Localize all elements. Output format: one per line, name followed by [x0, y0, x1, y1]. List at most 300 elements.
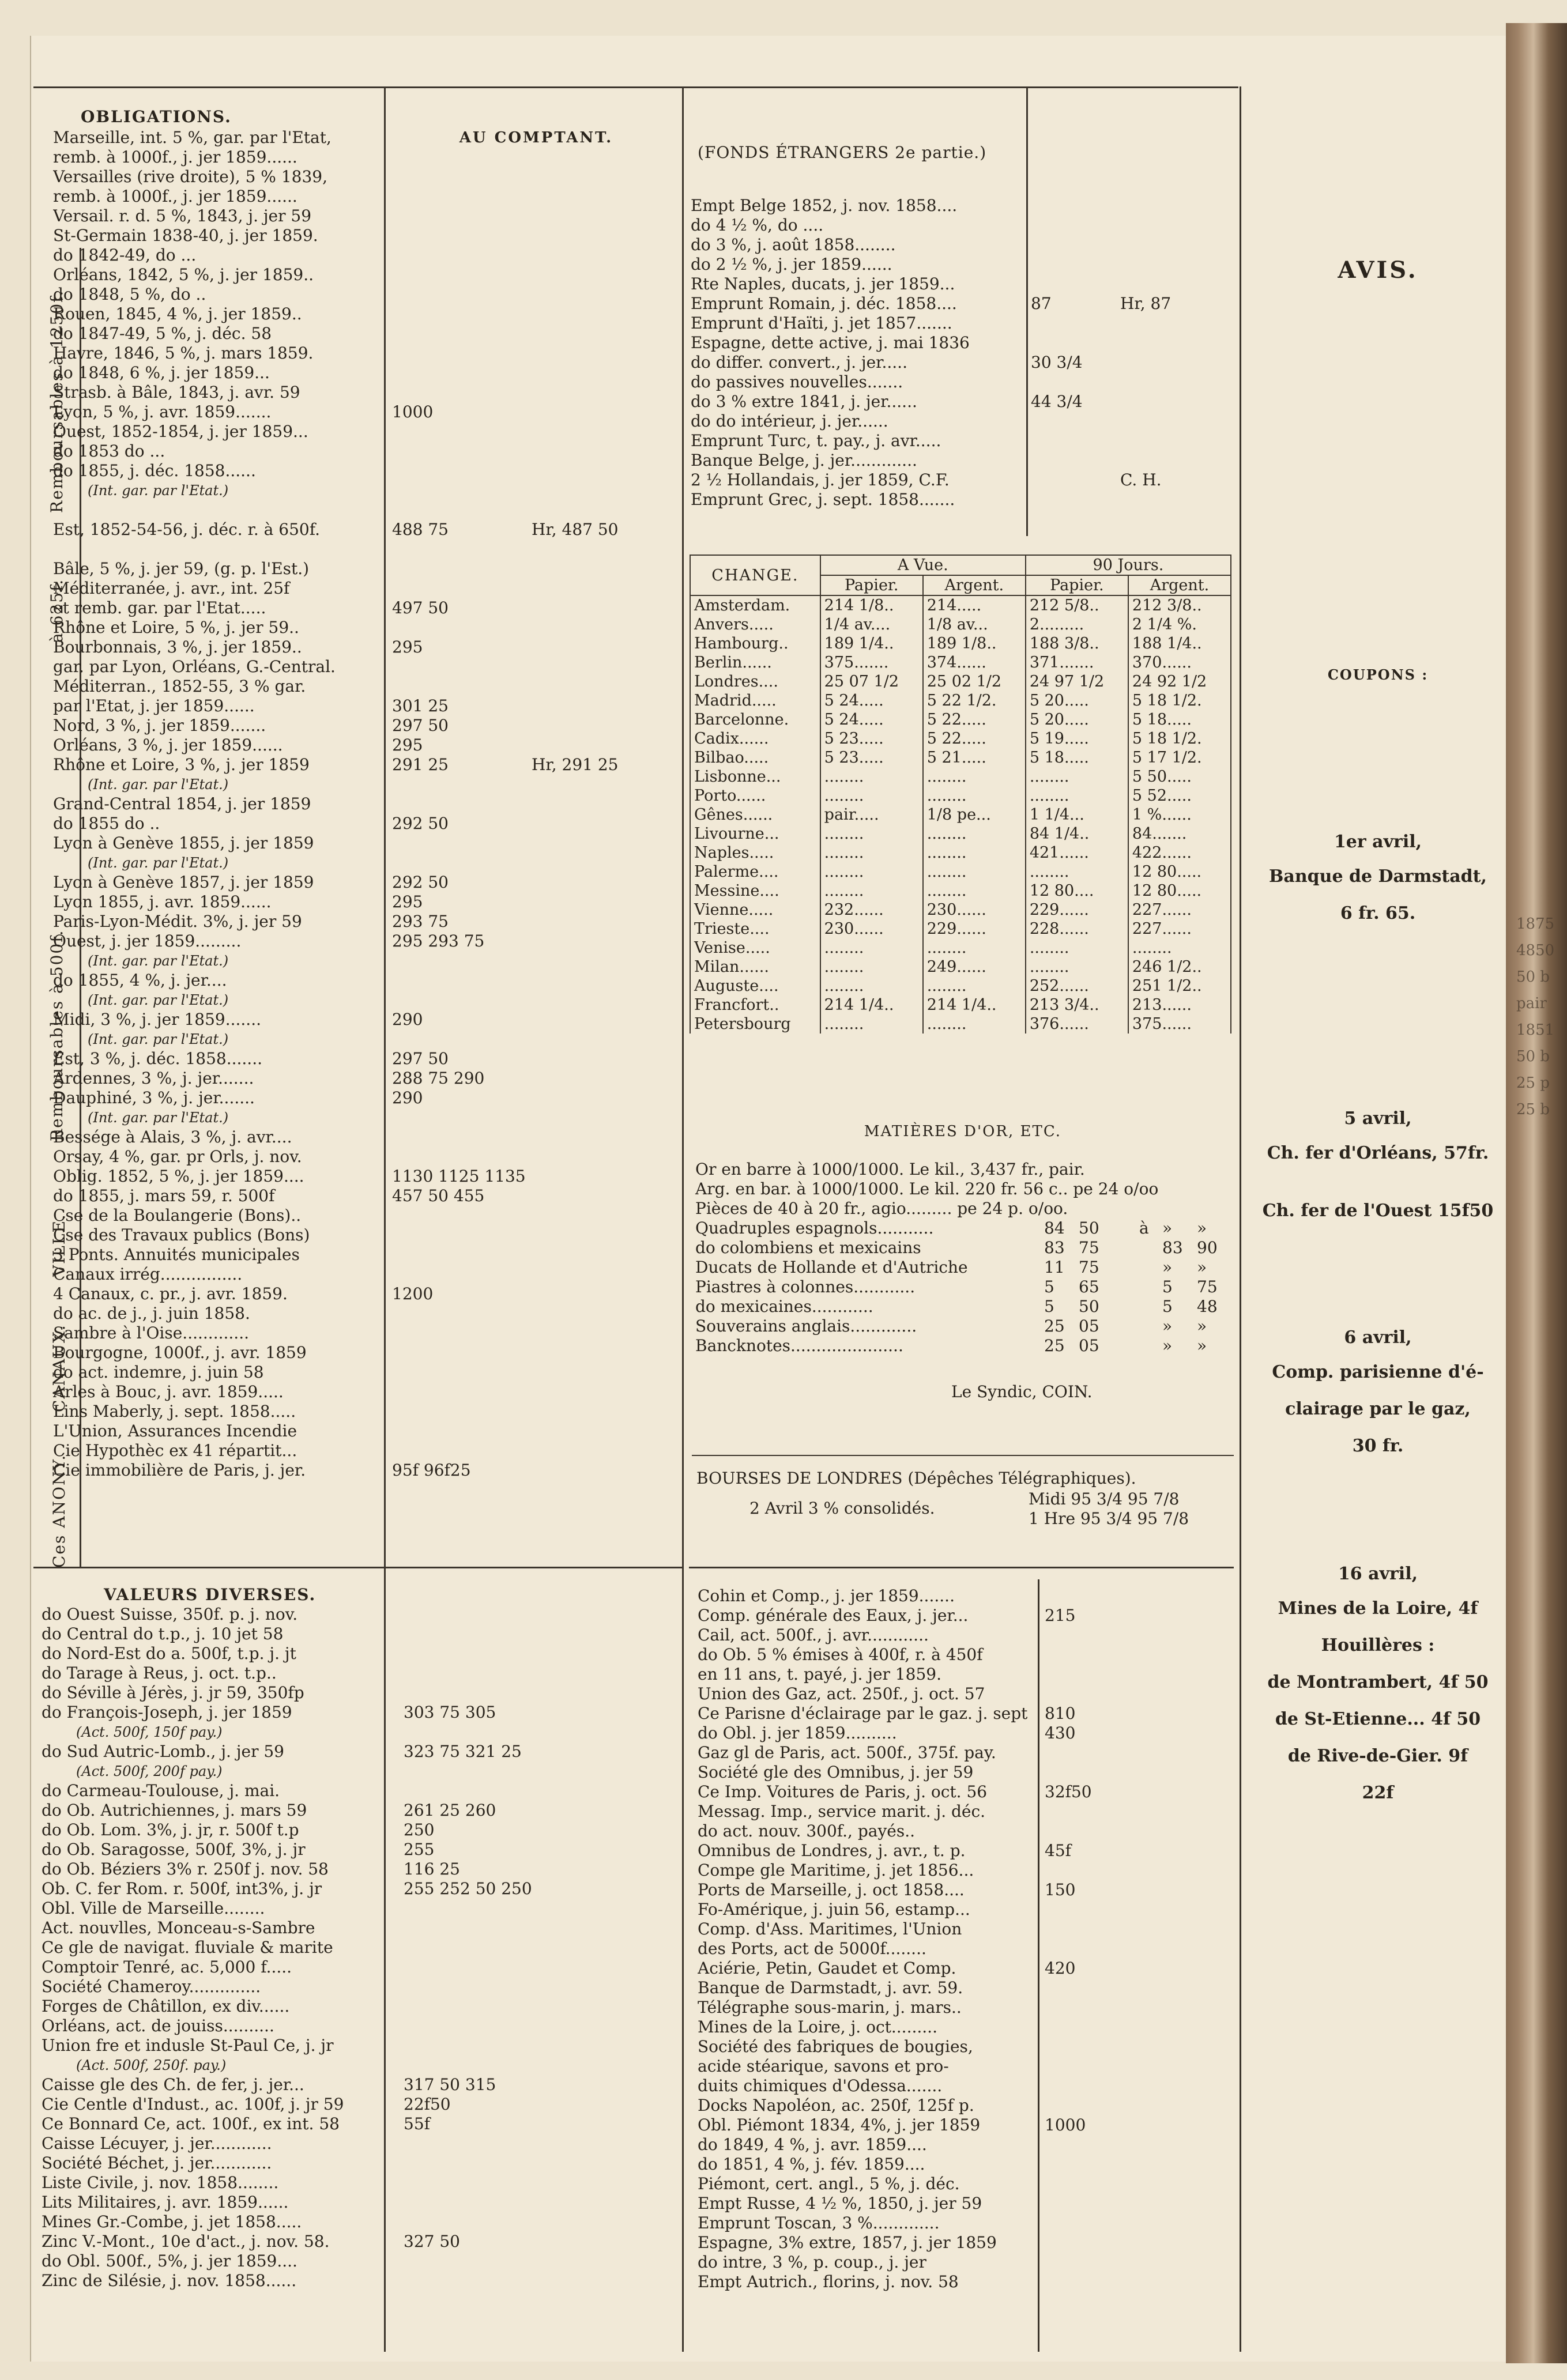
- quote-label: Comp. d'Ass. Maritimes, l'Union: [698, 1919, 962, 1938]
- side-label-canaux: CANAUX.: [50, 1324, 69, 1412]
- quote-label: do 1842-49, do ...: [53, 246, 197, 265]
- quote-label: Banque Belge, j. jer.............: [691, 451, 917, 470]
- quote-row: [691, 372, 1233, 392]
- coupon-date: 16 avril,: [1338, 1564, 1418, 1584]
- quote-label: Union des Gaz, act. 250f., j. oct. 57: [698, 1684, 985, 1703]
- valeurs-list: [42, 1605, 676, 2291]
- change-row: [690, 843, 1231, 862]
- change-rate: 1/4 av....: [820, 615, 923, 634]
- quote-label: (Int. gar. par l'Etat.): [88, 482, 229, 499]
- change-place: Milan......: [690, 957, 820, 976]
- change-rate: 188 3/8..: [1026, 634, 1128, 653]
- quote-label: do Central do t.p., j. 10 jet 58: [42, 1624, 284, 1643]
- quote-value: 261 25 260: [404, 1801, 496, 1820]
- change-rate: 232......: [820, 900, 923, 919]
- change-rate: 1/8 pe...: [923, 805, 1026, 824]
- quote-row: [53, 402, 676, 422]
- change-row: [690, 957, 1231, 976]
- coupon-line: de St-Etienne... 4f 50: [1275, 1709, 1481, 1729]
- quote-row: [698, 1586, 1240, 1606]
- quote-label: Lins Maberly, j. sept. 1858.....: [53, 1402, 296, 1421]
- quote-row: [698, 1625, 1240, 1645]
- metal-name: Quadruples espagnols...........: [695, 1219, 934, 1238]
- londres-date: 2 Avril 3 % consolidés.: [749, 1499, 935, 1518]
- quote-value: 297 50: [392, 716, 449, 735]
- quote-row: [53, 1010, 676, 1029]
- change-rate: ........: [923, 881, 1026, 900]
- quote-row: [691, 216, 1233, 235]
- metal-name: do colombiens et mexicains: [695, 1238, 921, 1257]
- change-label: CHANGE.: [690, 555, 820, 595]
- quote-value: 1000: [1045, 2115, 1086, 2134]
- matieres-line: Pièces de 40 à 20 fr., agio......... pe 24 p. o/oo.: [695, 1199, 1068, 1218]
- metal-name: Bancknotes......................: [695, 1336, 903, 1355]
- quote-label: do Ob. 5 % émises à 400f, r. à 450f: [698, 1645, 983, 1664]
- quote-row: [42, 1664, 676, 1683]
- coupon-entry: [1257, 1199, 1499, 1236]
- quote-label: Omnibus de Londres, j. avr., t. p.: [698, 1841, 966, 1860]
- quote-row: [42, 2095, 676, 2114]
- bleed-fragment: 1851: [1516, 1021, 1555, 1039]
- quote-row: [42, 2036, 676, 2055]
- quote-value-alt: Hr, 487 50: [532, 520, 619, 539]
- quote-value: 291 25: [392, 755, 449, 774]
- londres-title: BOURSES DE LONDRES (Dépêches Télégraphiques).: [696, 1469, 1136, 1488]
- quote-value: 293 75: [392, 912, 449, 931]
- quote-label: do Carmeau-Toulouse, j. mai.: [42, 1781, 280, 1800]
- quote-row: [53, 1245, 676, 1265]
- quote-row: [53, 873, 676, 892]
- quote-label: do Tarage à Reus, j. oct. t.p..: [42, 1664, 277, 1683]
- quote-label: St-Germain 1838-40, j. jer 1859.: [53, 226, 318, 245]
- quote-label: do 1853 do ...: [53, 442, 165, 461]
- matieres-row: [695, 1219, 1231, 1238]
- quote-row: [42, 2251, 676, 2271]
- quote-value: 290: [392, 1088, 423, 1107]
- bleed-fragment: 4850: [1516, 942, 1555, 959]
- quote-row: [42, 1840, 676, 1860]
- quote-label: Union fre et indusle St-Paul Ce, j. jr: [42, 2036, 334, 2055]
- change-rate: 2 1/4 %.: [1128, 615, 1231, 634]
- change-rate: ........: [820, 938, 923, 957]
- quote-value: 45f: [1045, 1841, 1071, 1860]
- metal-price: 25: [1044, 1336, 1065, 1355]
- quote-label: Havre, 1846, 5 %, j. mars 1859.: [53, 344, 314, 363]
- quote-label: Cse des Travaux publics (Bons): [53, 1225, 310, 1244]
- coupon-line: Ch. fer d'Orléans, 57fr.: [1267, 1143, 1489, 1163]
- quote-row: [698, 1704, 1240, 1723]
- coupon-line: Ch. fer de l'Ouest 15f50: [1262, 1201, 1494, 1221]
- change-rate: 5 23.....: [820, 729, 923, 748]
- quote-row: [42, 2232, 676, 2251]
- change-place: Auguste....: [690, 976, 820, 995]
- change-rate: ........: [923, 824, 1026, 843]
- metal-price: »: [1162, 1317, 1173, 1336]
- top-rule: [33, 86, 1238, 88]
- quote-row: [698, 1782, 1240, 1802]
- change-rate: 5 18 1/2.: [1128, 691, 1231, 710]
- quote-row: [53, 1441, 676, 1461]
- quote-label: Obl. Ville de Marseille........: [42, 1899, 265, 1918]
- actions-list: [698, 1586, 1240, 2292]
- quote-value-alt: Hr, 291 25: [532, 755, 619, 774]
- londres-midi: Midi 95 3/4 95 7/8: [1029, 1489, 1180, 1508]
- change-rate: 213......: [1128, 995, 1231, 1014]
- quote-value: 250: [404, 1820, 435, 1839]
- rule-valeurs: [33, 1567, 682, 1568]
- side-label-ville: VILLE.: [50, 1213, 69, 1277]
- quote-label: Cohin et Comp., j. jer 1859.......: [698, 1586, 955, 1605]
- quote-row: [42, 1879, 676, 1899]
- quote-label: do 3 %, j. août 1858........: [691, 235, 896, 254]
- quote-label: do Obl. 500f., 5%, j. jer 1859....: [42, 2251, 297, 2270]
- quote-label: Est, 3 %, j. déc. 1858.......: [53, 1049, 263, 1068]
- quote-row: [698, 2253, 1240, 2272]
- metal-price: 90: [1197, 1238, 1218, 1257]
- quote-row: [53, 794, 676, 814]
- quote-label: do Nord-Est do a. 500f, t.p. j. jt: [42, 1644, 296, 1663]
- quote-label: Mines de la Loire, j. oct.........: [698, 2017, 937, 2036]
- metal-price: 5: [1162, 1297, 1173, 1316]
- quote-value: 810: [1045, 1704, 1076, 1723]
- coupon-date: 6 avril,: [1344, 1327, 1412, 1348]
- coupon-line: 6 fr. 65.: [1340, 903, 1416, 923]
- change-place: Gênes......: [690, 805, 820, 824]
- quote-label: Act. nouvlles, Monceau-s-Sambre: [42, 1918, 315, 1937]
- change-rate: 1 1/4...: [1026, 805, 1128, 824]
- quote-label: Ouest, 1852-1854, j. jer 1859...: [53, 422, 308, 441]
- change-rate: ........: [923, 767, 1026, 786]
- change-rate: 5 21.....: [923, 748, 1026, 767]
- quote-row: [42, 1997, 676, 2016]
- quote-label: do 1855, j. mars 59, r. 500f: [53, 1186, 275, 1205]
- quote-label: Lits Militaires, j. avr. 1859......: [42, 2193, 289, 2212]
- change-rate: 25 07 1/2: [820, 672, 923, 691]
- bleed-fragment: 1875: [1516, 915, 1555, 933]
- change-rate: 212 3/8..: [1128, 595, 1231, 615]
- quote-label: (Int. gar. par l'Etat.): [88, 1031, 229, 1047]
- quote-row: [691, 333, 1233, 353]
- change-rate: 5 18.....: [1128, 710, 1231, 729]
- quote-label: do differ. convert., j. jer.....: [691, 353, 907, 372]
- metal-name: Piastres à colonnes............: [695, 1277, 916, 1296]
- quote-label: Dauphiné, 3 %, j. jer.......: [53, 1088, 255, 1107]
- change-place: Cadix......: [690, 729, 820, 748]
- metal-price: »: [1197, 1219, 1207, 1238]
- quote-label: (Act. 500f, 150f pay.): [76, 1724, 223, 1740]
- bleed-fragment: 25 p: [1516, 1074, 1550, 1092]
- quote-row: [42, 1742, 676, 1762]
- change-rate: 375......: [1128, 1014, 1231, 1034]
- argent-header-vue: Argent.: [923, 575, 1026, 595]
- metal-price: 75: [1197, 1277, 1218, 1296]
- quote-value: 1000: [392, 402, 434, 421]
- quote-row: [698, 1743, 1240, 1763]
- change-rate: 5 18 1/2.: [1128, 729, 1231, 748]
- change-rate: ........: [820, 862, 923, 881]
- quote-row: [698, 2174, 1240, 2194]
- quote-row: [53, 990, 676, 1010]
- quote-row: [42, 1801, 676, 1820]
- change-rate: ........: [923, 786, 1026, 805]
- change-rate: ........: [820, 881, 923, 900]
- quote-value-alt: Hr, 87: [1120, 294, 1172, 313]
- quote-label: Lyon 1855, j. avr. 1859......: [53, 892, 272, 911]
- quote-row: [698, 1723, 1240, 1743]
- change-place: Petersbourg: [690, 1014, 820, 1034]
- quote-label: Caisse Lécuyer, j. jer............: [42, 2134, 272, 2153]
- side-label-625: à 625f.: [47, 578, 66, 643]
- quote-value: 295: [392, 892, 423, 911]
- quote-label: Bourgogne, 1000f., j. avr. 1859: [53, 1343, 307, 1362]
- change-rate: 1 %......: [1128, 805, 1231, 824]
- quote-label: Versailles (rive droite), 5 % 1839,: [53, 167, 327, 186]
- quote-row: [698, 1606, 1240, 1625]
- change-rate: 5 20.....: [1026, 710, 1128, 729]
- change-place: Messine....: [690, 881, 820, 900]
- change-rate: 228......: [1026, 919, 1128, 938]
- change-rate: ........: [1128, 938, 1231, 957]
- quote-row: [698, 2194, 1240, 2213]
- change-rate: 24 97 1/2: [1026, 672, 1128, 691]
- coupon-date: 5 avril,: [1344, 1108, 1412, 1129]
- quote-label: Lyon, 5 %, j. avr. 1859.......: [53, 402, 272, 421]
- change-rate: 212 5/8..: [1026, 595, 1128, 615]
- quote-row: [42, 1683, 676, 1703]
- quote-label: do intre, 3 %, p. coup., j. jer: [698, 2253, 926, 2272]
- argent-header-jours: Argent.: [1128, 575, 1231, 595]
- change-rate: 5 18.....: [1026, 748, 1128, 767]
- change-rate: 230......: [820, 919, 923, 938]
- quote-label: Ports de Marseille, j. oct 1858....: [698, 1880, 965, 1899]
- quote-value: 255 252 50 250: [404, 1879, 532, 1898]
- quote-row: [53, 1323, 676, 1343]
- quote-row: [53, 148, 676, 167]
- quote-value: 1200: [392, 1284, 434, 1303]
- change-rate: 5 22.....: [923, 729, 1026, 748]
- change-rate: ........: [820, 824, 923, 843]
- matieres-line: Or en barre à 1000/1000. Le kil., 3,437 fr., pair.: [695, 1160, 1085, 1179]
- quote-label: Banque de Darmstadt, j. avr. 59.: [698, 1978, 963, 1997]
- metal-price: 25: [1044, 1317, 1065, 1336]
- change-place: Trieste....: [690, 919, 820, 938]
- change-rate: 421......: [1026, 843, 1128, 862]
- change-row: [690, 976, 1231, 995]
- syndic-signature: Le Syndic, COIN.: [951, 1382, 1093, 1401]
- change-rate: ........: [923, 938, 1026, 957]
- obligations-title: OBLIGATIONS.: [81, 107, 232, 126]
- quote-label: do Obl. j. jer 1859..........: [698, 1723, 897, 1742]
- metal-price: 84: [1044, 1219, 1065, 1238]
- change-rate: 5 19.....: [1026, 729, 1128, 748]
- adjacent-page-bleed: [1516, 911, 1562, 1948]
- quote-row: [53, 1304, 676, 1323]
- quote-label: Canaux irrég................: [53, 1265, 243, 1284]
- change-place: Porto......: [690, 786, 820, 805]
- quote-row: [691, 353, 1233, 372]
- quote-label: remb. à 1000f., j. jer 1859......: [53, 148, 297, 167]
- quote-value: 420: [1045, 1959, 1076, 1978]
- change-place: Livourne...: [690, 824, 820, 843]
- change-rate: ........: [820, 843, 923, 862]
- quote-row: [53, 559, 676, 579]
- change-rate: 214 1/8..: [820, 595, 923, 615]
- coupons-header: COUPONS :: [1327, 666, 1429, 683]
- quote-label: Ce Imp. Voitures de Paris, j. oct. 56: [698, 1782, 988, 1801]
- change-rate: 229......: [923, 919, 1026, 938]
- change-rate: 5 23.....: [820, 748, 923, 767]
- change-row: [690, 691, 1231, 710]
- metal-price: 48: [1197, 1297, 1218, 1316]
- a-vue-header: A Vue.: [820, 555, 1026, 575]
- quote-row: [53, 383, 676, 402]
- change-rate: ........: [820, 976, 923, 995]
- coupon-line: 22f: [1362, 1783, 1394, 1803]
- quote-label: Rhône et Loire, 5 %, j. jer 59..: [53, 618, 299, 637]
- quote-value: 288 75 290: [392, 1069, 485, 1088]
- coupon-line: Comp. parisienne d'é-: [1272, 1362, 1484, 1382]
- quote-value: 255: [404, 1840, 435, 1859]
- quote-row: [53, 716, 676, 736]
- change-row: [690, 767, 1231, 786]
- quote-label: Gaz gl de Paris, act. 500f., 375f. pay.: [698, 1743, 996, 1762]
- quote-row: [698, 1861, 1240, 1880]
- quote-label: Empt Russe, 4 ½ %, 1850, j. jer 59: [698, 2194, 982, 2213]
- quote-row: [42, 2114, 676, 2134]
- quote-label: acide stéarique, savons et pro-: [698, 2057, 949, 2076]
- change-place: Venise.....: [690, 938, 820, 957]
- quote-value: 295 293 75: [392, 931, 485, 951]
- quote-row: [53, 696, 676, 716]
- quote-label: Ouest, j. jer 1859.........: [53, 931, 242, 951]
- quote-label: (Act. 500f, 200f pay.): [76, 1763, 223, 1779]
- quote-label: Cail, act. 500f., j. avr............: [698, 1625, 929, 1644]
- quote-row: [698, 1880, 1240, 1900]
- change-place: Bilbao.....: [690, 748, 820, 767]
- quote-row: [698, 2017, 1240, 2037]
- quote-value: 95f 96f25: [392, 1461, 471, 1480]
- change-rate: 1/8 av...: [923, 615, 1026, 634]
- quote-label: Nord, 3 %, j. jer 1859.......: [53, 716, 266, 735]
- quote-label: Est, 1852-54-56, j. déc. r. à 650f.: [53, 520, 320, 539]
- quote-label: do ac. de j., j. juin 1858.: [53, 1304, 250, 1323]
- quote-label: Cie Hypothèc ex 41 répartit...: [53, 1441, 297, 1460]
- quote-row: [53, 500, 676, 520]
- quote-label: Comp. générale des Eaux, j. jer...: [698, 1606, 969, 1625]
- quote-value: 30 3/4: [1031, 353, 1083, 372]
- quote-label: do Ob. Lom. 3%, j. jr, r. 500f t.p: [42, 1820, 299, 1839]
- change-place: Amsterdam.: [690, 595, 820, 615]
- quote-row: [53, 1049, 676, 1069]
- papier-header-vue: Papier.: [820, 575, 923, 595]
- quote-row: [53, 951, 676, 971]
- quote-label: Société des fabriques de bougies,: [698, 2037, 973, 2056]
- change-place: Berlin......: [690, 653, 820, 672]
- quote-row: [698, 1841, 1240, 1861]
- matieres-row: [695, 1336, 1231, 1356]
- quote-value: 488 75: [392, 520, 449, 539]
- metal-price: 75: [1079, 1238, 1099, 1257]
- quote-label: do 1849, 4 %, j. avr. 1859....: [698, 2135, 927, 2154]
- quote-value: 317 50 315: [404, 2075, 496, 2094]
- metal-price: 11: [1044, 1258, 1065, 1277]
- quote-row: [42, 1762, 676, 1781]
- quote-label: Espagne, dette active, j. mai 1836: [691, 333, 970, 352]
- quote-row: [42, 1899, 676, 1918]
- change-row: [690, 938, 1231, 957]
- quote-label: Empt Belge 1852, j. nov. 1858....: [691, 196, 958, 215]
- change-rate: ........: [923, 862, 1026, 881]
- quote-label: Orsay, 4 %, gar. pr Orls, j. nov.: [53, 1147, 302, 1166]
- quote-row: [53, 520, 676, 540]
- change-rate: 370......: [1128, 653, 1231, 672]
- quote-row: [53, 304, 676, 324]
- quote-row: [42, 2212, 676, 2232]
- change-rate: 214 1/4..: [923, 995, 1026, 1014]
- quote-label: Marseille, int. 5 %, gar. par l'Etat,: [53, 128, 332, 147]
- quote-row: [53, 363, 676, 383]
- quote-row: [42, 1644, 676, 1664]
- metal-price: 83: [1044, 1238, 1065, 1257]
- quote-row: [53, 265, 676, 285]
- quote-value: 292 50: [392, 873, 449, 892]
- change-rate: 2.........: [1026, 615, 1128, 634]
- change-place: Londres....: [690, 672, 820, 691]
- change-place: Palerme....: [690, 862, 820, 881]
- bleed-fragment: 50 b: [1516, 968, 1550, 986]
- change-rate: 5 24.....: [820, 710, 923, 729]
- change-rate: 84 1/4..: [1026, 824, 1128, 843]
- quote-label: Emprunt Romain, j. déc. 1858....: [691, 294, 957, 313]
- coupon-line: de Montrambert, 4f 50: [1267, 1672, 1489, 1692]
- metal-price: »: [1162, 1219, 1173, 1238]
- rule-londres: [692, 1455, 1234, 1456]
- metal-price: 83: [1162, 1238, 1183, 1257]
- change-rate: 5 22.....: [923, 710, 1026, 729]
- quote-label: Obl. Piémont 1834, 4%, j. jer 1859: [698, 2115, 981, 2134]
- quote-label: Bessége à Alais, 3 %, j. avr....: [53, 1127, 292, 1146]
- change-place: Hambourg..: [690, 634, 820, 653]
- quote-value: 87: [1031, 294, 1052, 313]
- valeurs-title: VALEURS DIVERSES.: [104, 1585, 317, 1604]
- coupon-line: de Rive-de-Gier. 9f: [1287, 1746, 1468, 1766]
- quote-row: [691, 470, 1233, 490]
- matieres-line: Arg. en bar. à 1000/1000. Le kil. 220 fr. 56 c.. pe 24 o/oo: [695, 1179, 1159, 1198]
- quote-row: [42, 2075, 676, 2095]
- change-rate: ........: [1026, 767, 1128, 786]
- metal-name: Ducats de Hollande et d'Autriche: [695, 1258, 968, 1277]
- metal-price: 5: [1044, 1277, 1054, 1296]
- change-rate: 5 20.....: [1026, 691, 1128, 710]
- change-row: [690, 881, 1231, 900]
- quote-label: Société Béchet, j. jer............: [42, 2153, 272, 2172]
- quote-row: [698, 2213, 1240, 2233]
- quote-label: Forges de Châtillon, ex div......: [42, 1997, 290, 2016]
- quote-label: do passives nouvelles.......: [691, 372, 903, 391]
- quote-row: [53, 931, 676, 951]
- quote-value: 327 50: [404, 2232, 460, 2251]
- quote-label: Mines Gr.-Combe, j. jet 1858.....: [42, 2212, 302, 2231]
- change-rate: 249......: [923, 957, 1026, 976]
- change-rate: 24 92 1/2: [1128, 672, 1231, 691]
- quote-label: Emprunt d'Haïti, j. jet 1857.......: [691, 314, 952, 333]
- change-rate: 214.....: [923, 595, 1026, 615]
- quote-row: [53, 1343, 676, 1363]
- quote-row: [53, 736, 676, 755]
- quote-label: Midi, 3 %, j. jer 1859.......: [53, 1010, 262, 1029]
- metal-price: 65: [1079, 1277, 1099, 1296]
- quote-label: (Int. gar. par l'Etat.): [88, 1110, 229, 1126]
